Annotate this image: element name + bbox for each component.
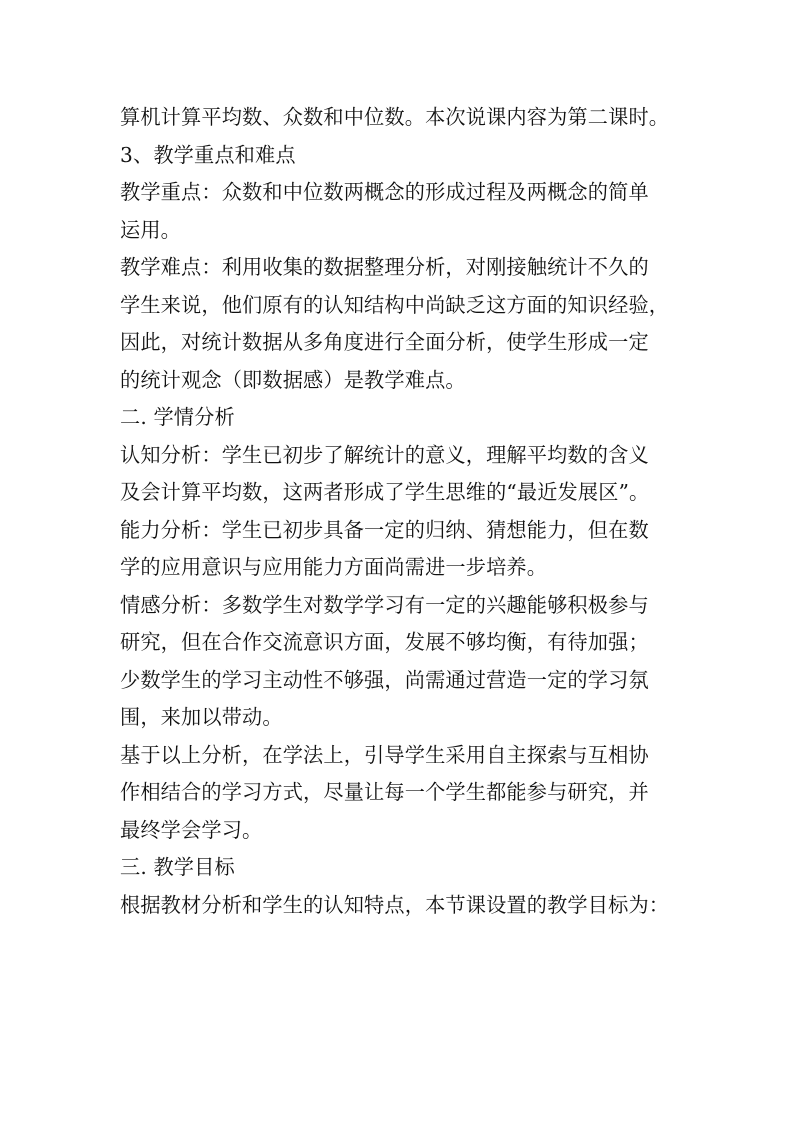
text-line: 基于以上分析，在学法上，引导学生采用自主探索与互相协 bbox=[120, 742, 649, 767]
text-line: 根据教材分析和学生的认知特点，本节课设置的教学目标为： bbox=[120, 892, 670, 917]
text-line: 算机计算平均数、众数和中位数。本次说课内容为第二课时。 bbox=[120, 105, 670, 129]
text-line: 能力分析：学生已初步具备一定的归纳、猜想能力，但在数 bbox=[120, 517, 649, 542]
text-line: 研究，但在合作交流意识方面，发展不够均衡，有待加强； bbox=[120, 630, 649, 654]
text-line: 学生来说，他们原有的认知结构中尚缺乏这方面的知识经验， bbox=[120, 292, 670, 317]
text-line: 学的应用意识与应用能力方面尚需进一步培养。 bbox=[120, 555, 548, 579]
text-line: 作相结合的学习方式，尽量让每一个学生都能参与研究，并 bbox=[120, 780, 649, 804]
text-line: 认知分析：学生已初步了解统计的意义，理解平均数的含义 bbox=[120, 442, 649, 467]
text-line: 的统计观念（即数据感）是教学难点。 bbox=[120, 367, 466, 392]
section-heading: 三. 教学目标 bbox=[120, 855, 235, 879]
text-line: 教学重点：众数和中位数两概念的形成过程及两概念的简单 bbox=[120, 180, 649, 204]
text-line: 及会计算平均数，这两者形成了学生思维的“最近发展区”。 bbox=[120, 480, 650, 504]
text-line: 最终学会学习。 bbox=[120, 817, 263, 842]
text-line: 因此，对统计数据从多角度进行全面分析，使学生形成一定 bbox=[120, 330, 649, 354]
text-line: 运用。 bbox=[120, 217, 182, 242]
text-line: 情感分析：多数学生对数学学习有一定的兴趣能够积极参与 bbox=[120, 592, 649, 617]
text-line: 少数学生的学习主动性不够强，尚需通过营造一定的学习氛 bbox=[120, 667, 649, 692]
document-body bbox=[120, 99, 680, 924]
text-line: 教学难点：利用收集的数据整理分析，对刚接触统计不久的 bbox=[120, 255, 649, 279]
section-heading: 3、教学重点和难点 bbox=[120, 142, 296, 167]
section-heading: 二. 学情分析 bbox=[120, 405, 235, 429]
text-line: 围，来加以带动。 bbox=[120, 705, 283, 729]
